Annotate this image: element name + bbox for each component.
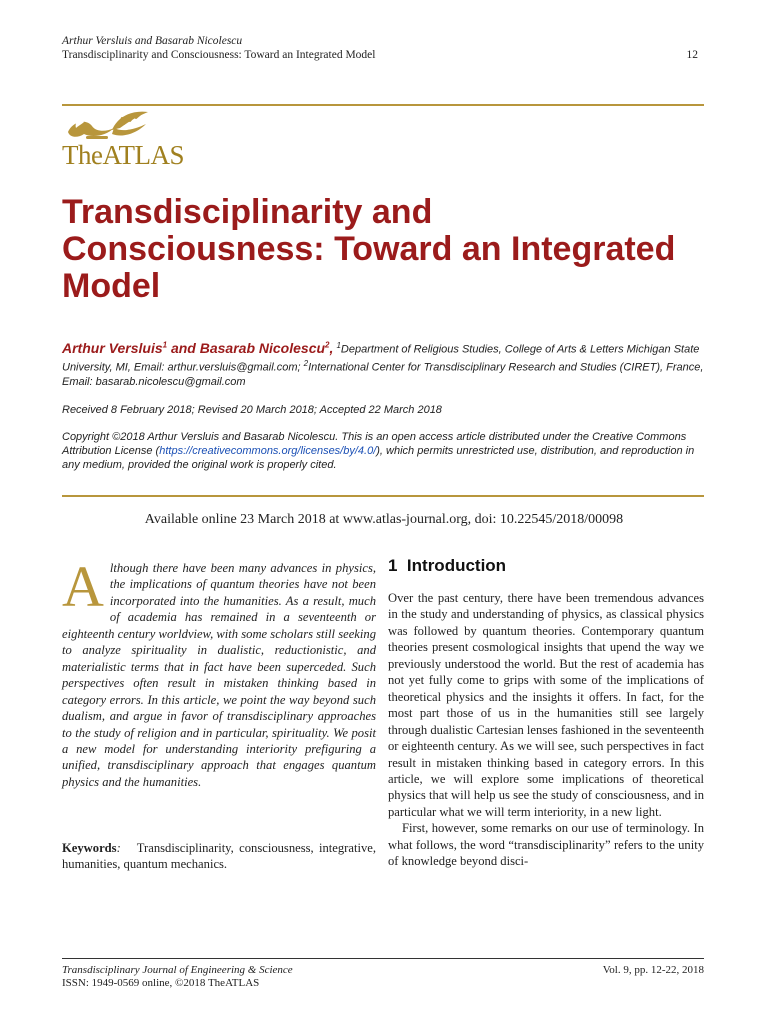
affil-1-sup: 1 <box>336 341 341 350</box>
copyright-text-after: ), which permits unrestricted use, distribution, and reproduction in any medium, provided the original work is properly cited. <box>62 445 695 471</box>
lamp-logo-icon <box>62 108 152 144</box>
author-names <box>62 340 333 356</box>
author-1: Arthur Versluis <box>62 339 163 356</box>
abstract <box>62 554 376 790</box>
availability-doi: Available online 23 March 2018 at www.atlas-journal.org, doi: 10.22545/2018/00098 <box>144 512 624 527</box>
section-heading <box>388 556 506 576</box>
section-number: 1 <box>388 556 398 575</box>
page-number: 12 <box>686 49 698 61</box>
running-head-authors: Arthur Versluis and Basarab Nicolescu <box>62 35 243 47</box>
author-conjunction: and <box>167 339 200 356</box>
copyright-text-before: Copyright ©2018 Arthur Versluis and Basarab Nicolescu. This is an open access article distributed under the Creative Commons Attribution License ( <box>62 431 687 457</box>
received-dates: Received 8 February 2018; Revised 20 March 2018; Accepted 22 March 2018 <box>62 404 442 416</box>
keywords-sep: : <box>116 841 121 855</box>
affil-2-sup: 2 <box>303 359 309 369</box>
introduction-body <box>388 590 704 870</box>
intro-paragraph-2: First, however, some remarks on our use of terminology. In what follows, the word “transdisciplinarity” refers to the unity of knowledge beyond disci- <box>388 821 704 869</box>
keywords-text: Transdisciplinarity, consciousness, integrative, humanities, quantum mechanics. <box>62 841 376 872</box>
footer-issn: ISSN: 1949-0569 online, ©2018 TheATLAS <box>62 977 260 989</box>
footer-journal: Transdisciplinary Journal of Engineering & Science <box>62 964 293 976</box>
affiliation-1: Department of Religious Studies, College of Arts & Letters Michigan State University, MI, Email: arthur.versluis@gmail.com; <box>62 343 700 374</box>
keywords-label: Keywords <box>62 841 117 855</box>
keywords <box>62 840 376 873</box>
header-rule <box>62 104 704 106</box>
author-comma: , <box>329 339 334 356</box>
author-2: Basarab Nicolescu <box>199 339 326 356</box>
author-1-sup: 1 <box>162 340 168 349</box>
abstract-top-rule <box>62 495 704 497</box>
abstract-text: lthough there have been many advances in physics, the implications of quantum theories have not been incorporated into the humanities. As a result, much of academia has remained in a seventeenth or eighteenth century worldview, with some scholars still seeking to analyze spirituality in dualistic, reductionistic, and materialistic terms that in fact have been superceded. Such perspectives often result in mistaken thinking based in category errors. In this article, we point the way beyond such dualism, and argue in favor of transdisciplinary approaches to the study of religion and in particular, spirituality. We posit a new model for understanding interiority prefiguring a unified, transdisciplinary approach that engages quantum physics and the humanities. <box>62 561 376 789</box>
running-head-title: Transdisciplinarity and Consciousness: Toward an Integrated Model <box>62 49 376 61</box>
footer-volume: Vol. 9, pp. 12-22, 2018 <box>602 964 704 976</box>
authors-affiliations <box>62 338 704 390</box>
drop-cap: A <box>62 554 104 619</box>
license-link[interactable]: https://creativecommons.org/licenses/by/4.0/ <box>159 445 377 457</box>
author-2-sup: 2 <box>325 340 330 349</box>
copyright-notice <box>62 430 702 472</box>
affiliation-2: International Center for Transdisciplinary Research and Studies (CIRET), France, Email: basarab.nicolescu@gmail.com <box>62 361 704 389</box>
section-title: Introduction <box>406 556 507 575</box>
publisher-logo-text: TheATLAS <box>62 140 184 170</box>
intro-paragraph-1: Over the past century, there have been tremendous advances in the study and understanding of physics, as classical physics was followed by quantum theories. Contemporary quantum theories present cosmological insights that upend the way we previously understood the world. But the rest of academia has not yet fully come to grips with some of the implications of theoretical physics and the insights it offers. In fact, for the most part those of us in the humanities still see largely through dualistic Cartesian lenses fashioned in the seventeenth or eighteenth century. As we will see, such perspectives in fact result in mistaken thinking based in category errors. In this article, we will explore some implications of theoretical physics that will help us see the study of consciousness, and in particular what we will term interiority, in a new light. <box>388 591 704 819</box>
footer-rule <box>62 958 704 959</box>
article-title: Transdisciplinarity and Consciousness: Toward an Integrated Model <box>62 193 676 305</box>
